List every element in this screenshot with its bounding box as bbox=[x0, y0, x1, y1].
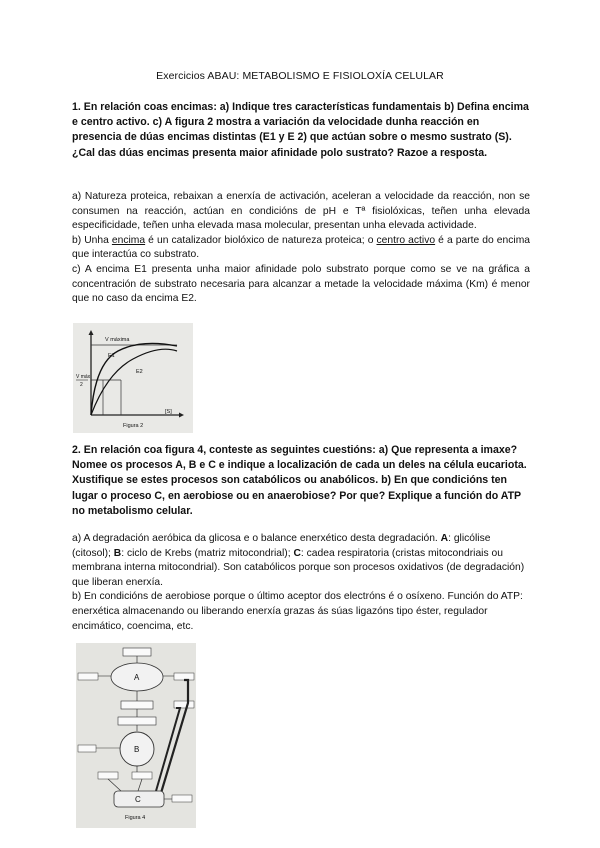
glucose-box bbox=[123, 648, 151, 656]
fadh-box bbox=[98, 772, 118, 779]
atp-box-a bbox=[78, 673, 98, 680]
vmax-label: V máxima bbox=[105, 337, 130, 343]
nadh-box-b bbox=[132, 772, 152, 779]
atp-box-c bbox=[172, 795, 192, 802]
vhalf-label: V máx bbox=[76, 374, 91, 380]
pyruvate-box bbox=[121, 701, 153, 709]
question-2: 2. En relación coa figura 4, conteste as seguintes cuestións: a) Que representa a imaxe? Nomee os procesos A, B e C e indique a localización de cada un deles na célula eucariota. Xustifique se estes procesos son catabólicos ou anabólicos. b) En que condicións ten lugar o proceso C, en aerobiose ou en anaerobiose? Por que? Explique a función do ATP no metabolismo celular. bbox=[72, 444, 527, 517]
answer-2b: b) En condicións de aerobiose porque o último aceptor dos electróns é o osíxeno. Función do ATP: enerxética almacenando ou liberando enerxía grazas ás súas ligazóns tipo éster, regulador encimático, coencima, etc. bbox=[72, 591, 523, 632]
vhalf-denominator: 2 bbox=[80, 382, 83, 388]
acetyl-coa-box bbox=[118, 717, 156, 725]
answer-1c: c) A encima E1 presenta unha maior afinidade polo substrato porque como se ve na gráfica a concentración de substrato necesaria para alcanzar a metade la velocidade máxima (Km) é menor que no caso da encima E2. bbox=[72, 263, 530, 305]
answer-1b: b) Unha encima é un catalizador biolóxico de natureza proteica; o centro activo é a parte do encima que interactúa co substrato. bbox=[72, 234, 530, 261]
answer-2a: a) A degradación aeróbica da glicosa e o balance enerxético desta degradación. A: glicólise (citosol); B: ciclo de Krebs (matriz mitocondrial); C: cadea respiratoria (cristas mitocondriais ou membrana interna mitocondrial). Son catabólicos porque son procesos oxidativos (de degradación) que liberan enerxía. bbox=[72, 533, 525, 588]
process-a-label: A bbox=[134, 673, 140, 682]
term-centro-activo: centro activo bbox=[376, 234, 436, 246]
figure-2-enzyme-kinetics bbox=[73, 323, 193, 433]
nadh-box-2 bbox=[174, 701, 194, 708]
atp-box-b bbox=[78, 745, 96, 752]
figure-4-metabolism-diagram bbox=[76, 643, 196, 828]
figure-2-caption: Figura 2 bbox=[123, 423, 144, 429]
answer-1 bbox=[72, 190, 530, 307]
e2-label: E2 bbox=[136, 369, 143, 375]
answer-1a: a) Natureza proteica, rebaixan a enerxía de activación, aceleran a velocidade da reacción, non se consumen na reacción, actúan en condicións de pH e Tª fisiolóxicas, teñen unha elevada especificidade, teñen unha elevada masa molecular, presentan unha elevada actividade. bbox=[72, 191, 530, 232]
question-1: 1. En relación coas encimas: a) Indique tres características fundamentais b) Defina encima e centro activo. c) A figura 2 mostra a variación da velocidade dunha reacción en presencia de dúas encimas distintas (E1 y E 2) que actúan sobre o mesmo sustrato (S). ¿Cal das dúas encimas presenta maior afinidade polo sustrato? Razoe a resposta. bbox=[72, 101, 529, 159]
process-b-label: B bbox=[134, 745, 140, 754]
term-encima: encima bbox=[111, 234, 146, 246]
substrate-axis-label: [S] bbox=[165, 409, 172, 415]
answer-2 bbox=[72, 532, 530, 634]
process-c-label: C bbox=[135, 795, 141, 804]
page-title: Exercicios ABAU: METABOLISMO E FISIOLOXÍA CELULAR bbox=[156, 70, 444, 82]
figure-4-caption: Figura 4 bbox=[125, 815, 146, 821]
e1-label: E1 bbox=[108, 353, 115, 359]
